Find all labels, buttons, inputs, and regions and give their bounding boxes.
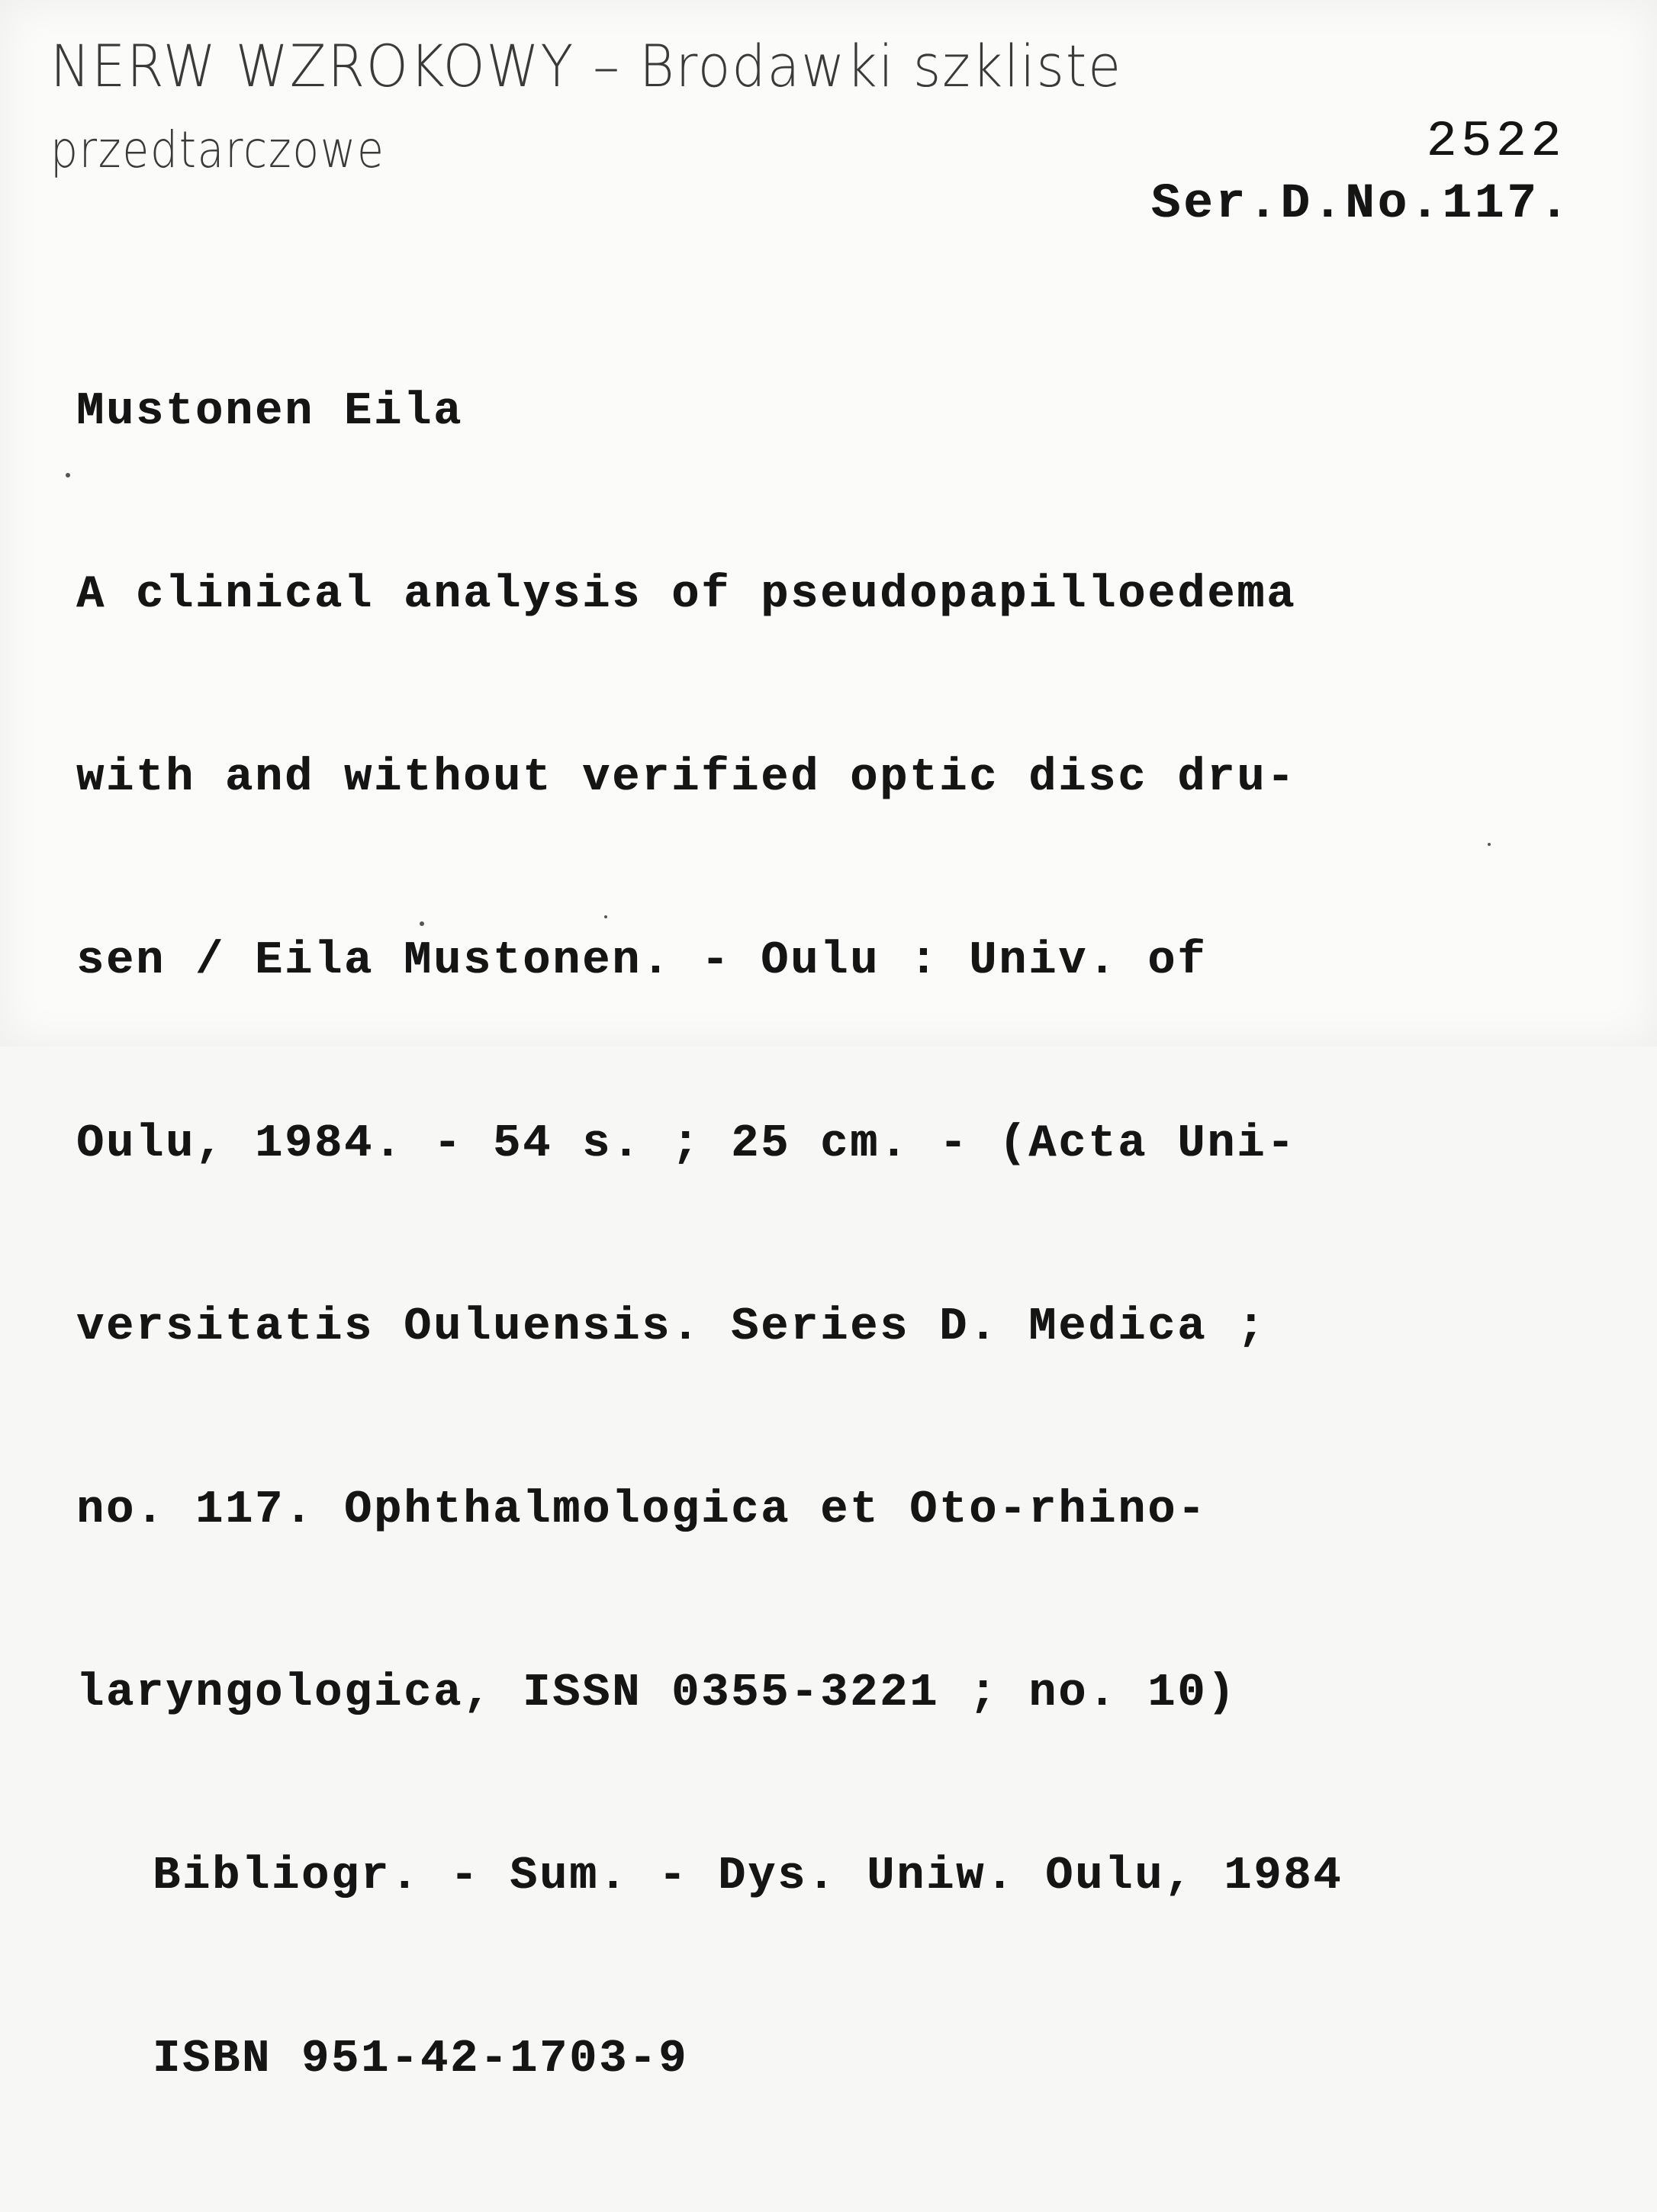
series-line: no. 117. Ophthalmologica et Oto-rhino- (76, 1484, 1208, 1536)
notes-line: Bibliogr. - Sum. - Dys. Uniw. Oulu, 1984 (153, 1850, 1343, 1902)
ink-speck (420, 921, 424, 926)
series-line: laryngologica, ISSN 0355-3221 ; no. 10) (76, 1667, 1237, 1719)
series-number: Ser.D.No.117. (1150, 177, 1572, 232)
isbn-line: ISBN 951-42-1703-9 (153, 2034, 689, 2085)
series-line: versitatis Ouluensis. Series D. Medica ; (76, 1301, 1267, 1353)
author-line: Mustonen Eila (76, 386, 464, 438)
ink-speck (1488, 843, 1491, 846)
imprint-line: Oulu, 1984. - 54 s. ; 25 cm. - (Acta Uni- (76, 1118, 1297, 1170)
subject-heading-line-1: NERW WZROKOWY – Brodawki szkliste (50, 32, 1122, 100)
title-line: with and without verified optic disc dru- (76, 752, 1297, 804)
imprint-line: sen / Eila Mustonen. - Oulu : Univ. of (76, 935, 1208, 987)
subject-heading-line-2: przedtarczowe (50, 121, 385, 179)
call-number: 2522 (1426, 113, 1565, 170)
title-line: A clinical analysis of pseudopapilloedema (76, 569, 1297, 621)
bibliographic-record (76, 259, 1343, 2212)
ink-speck (604, 915, 607, 918)
ink-speck (66, 473, 70, 477)
